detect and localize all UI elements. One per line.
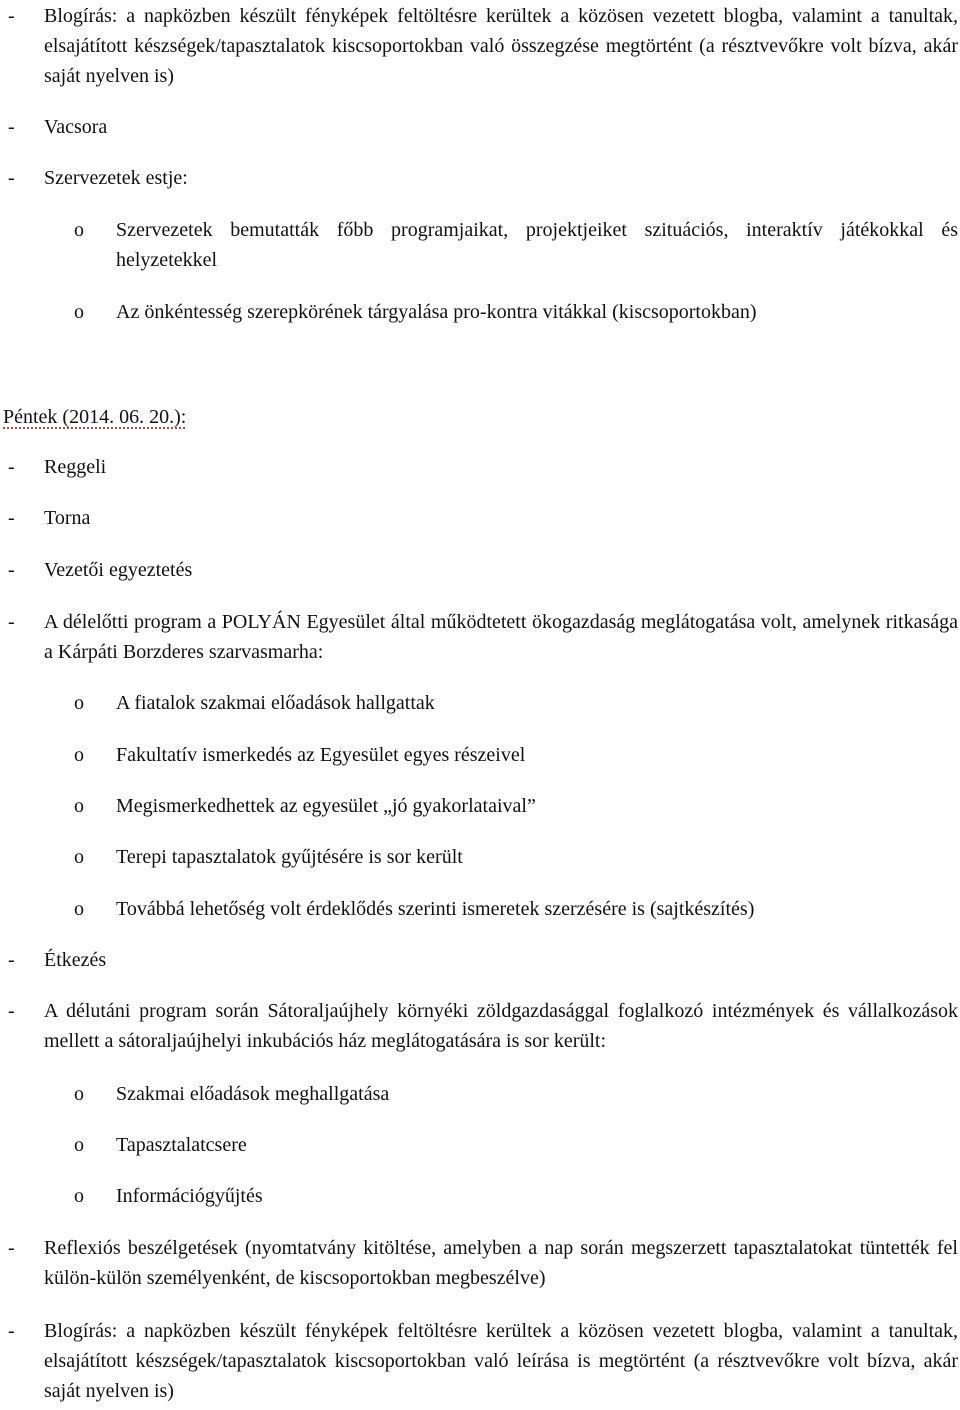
dash-bullet: - <box>8 611 15 633</box>
dash-bullet: - <box>8 507 15 529</box>
list-item <box>0 1233 958 1293</box>
sub-list-item <box>0 1130 958 1160</box>
sub-list-item <box>0 297 958 327</box>
dash-bullet: - <box>8 167 15 189</box>
list-item-text: Szervezetek estje: <box>44 167 188 189</box>
circle-bullet: o <box>74 1134 84 1156</box>
list-item <box>0 112 958 142</box>
list-item <box>0 555 958 585</box>
circle-bullet: o <box>74 301 84 323</box>
dash-bullet: - <box>8 5 15 27</box>
dash-bullet: - <box>8 1237 15 1259</box>
circle-bullet: o <box>74 1083 84 1105</box>
dash-bullet: - <box>8 116 15 138</box>
sub-list-item <box>0 842 958 872</box>
list-item-text: Torna <box>44 507 91 529</box>
sub-list-item-text: Szervezetek bemutatták főbb programjaikat, projektjeiket szituációs, interaktív játékokkal és helyzetekkel <box>116 219 958 271</box>
sub-list-item <box>0 740 958 770</box>
sub-list-item-text: Információgyűjtés <box>116 1185 263 1207</box>
list-item <box>0 163 958 193</box>
dash-bullet: - <box>8 1320 15 1342</box>
circle-bullet: o <box>74 219 84 241</box>
list-item-text: Étkezés <box>44 949 107 971</box>
section-heading-text: Péntek (2014. 06. 20.): <box>3 406 187 428</box>
sub-list-item-text: Fakultatív ismerkedés az Egyesület egyes részeivel <box>116 744 526 766</box>
list-item-text: Blogírás: a napközben készült fényképek feltöltésre kerültek a közösen vezetett blogba, valamint a tanultak, elsajátított készségek/tapasztalatok kiscsoportokban való leírása is megtörtént (a résztvevőkre volt bízva, akár saját nyelven is) <box>44 1320 958 1402</box>
sub-list-item-text: Az önkéntesség szerepkörének tárgyalása pro-kontra vitákkal (kiscsoportokban) <box>116 301 757 323</box>
dash-bullet: - <box>8 1000 15 1022</box>
list-item-text: Vacsora <box>44 116 108 138</box>
list-item <box>0 1 958 91</box>
list-item <box>0 503 958 533</box>
sub-list-item <box>0 894 958 924</box>
list-item-text: Reflexiós beszélgetések (nyomtatvány kitöltése, amelyben a nap során megszerzett tapasztalatokat tüntették fel külön-külön személyenként, de kiscsoportokban megbeszélve) <box>44 1237 958 1289</box>
list-item-text: A délelőtti program a POLYÁN Egyesület által működtetett ökogazdaság meglátogatása volt, amelynek ritkasága a Kárpáti Borzderes szarvasmarha: <box>44 611 958 663</box>
list-item-text: Blogírás: a napközben készült fényképek feltöltésre kerültek a közösen vezetett blogba, valamint a tanultak, elsajátított készségek/tapasztalatok kiscsoportokban való összegzése megtörtént (a résztvevőkre volt bízva, akár saját nyelven is) <box>44 5 958 87</box>
list-item-text: Vezetői egyeztetés <box>44 559 193 581</box>
list-item <box>0 996 958 1056</box>
sub-list-item-text: Szakmai előadások meghallgatása <box>116 1083 390 1105</box>
sub-list-item-text: Megismerkedhettek az egyesület „jó gyakorlataival” <box>116 795 536 817</box>
sub-list-item <box>0 1181 958 1211</box>
dash-bullet: - <box>8 559 15 581</box>
sub-list-item-text: Továbbá lehetőség volt érdeklődés szerinti ismeretek szerzésére is (sajtkészítés) <box>116 898 755 920</box>
list-item <box>0 945 958 975</box>
circle-bullet: o <box>74 795 84 817</box>
sub-list-item <box>0 791 958 821</box>
circle-bullet: o <box>74 898 84 920</box>
sub-list-item <box>0 688 958 718</box>
sub-list-item-text: A fiatalok szakmai előadások hallgattak <box>116 692 435 714</box>
list-item <box>0 1316 958 1406</box>
dash-bullet: - <box>8 949 15 971</box>
circle-bullet: o <box>74 744 84 766</box>
list-item-text: Reggeli <box>44 456 107 478</box>
circle-bullet: o <box>74 846 84 868</box>
sub-list-item-text: Terepi tapasztalatok gyűjtésére is sor került <box>116 846 463 868</box>
circle-bullet: o <box>74 1185 84 1207</box>
dash-bullet: - <box>8 456 15 478</box>
sub-list-item-text: Tapasztalatcsere <box>116 1134 247 1156</box>
list-item <box>0 607 958 667</box>
circle-bullet: o <box>74 692 84 714</box>
section-heading <box>3 402 186 432</box>
sub-list-item <box>0 215 958 275</box>
sub-list-item <box>0 1079 958 1109</box>
list-item-text: A délutáni program során Sátoraljaújhely környéki zöldgazdasággal foglalkozó intézmények és vállalkozások mellett a sátoraljaújhelyi inkubációs ház meglátogatására is sor került: <box>44 1000 958 1052</box>
list-item <box>0 452 958 482</box>
